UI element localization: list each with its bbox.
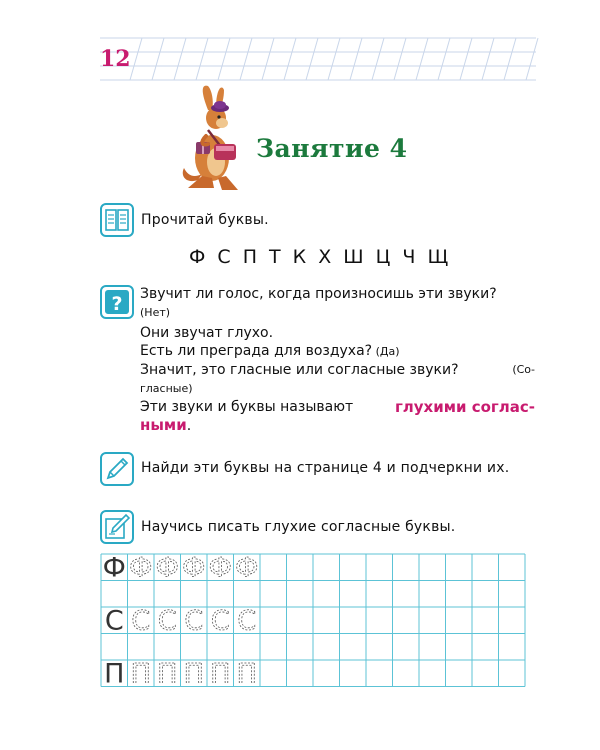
pencil-icon	[100, 452, 134, 486]
header-slant-line	[526, 38, 538, 80]
traced-letter: П	[236, 658, 257, 690]
lesson-title: Занятие 4	[256, 134, 408, 163]
answer-note: (Нет)	[140, 306, 171, 319]
traced-letter: Ф	[155, 553, 179, 584]
traced-letter: С	[131, 605, 151, 637]
svg-text:?: ?	[111, 293, 123, 315]
pen-paper-icon	[100, 510, 134, 544]
header-slant-line	[218, 38, 230, 80]
traced-letter: Ф	[235, 553, 259, 584]
question-line	[140, 285, 535, 303]
question-block	[140, 285, 535, 435]
writing-grid	[100, 553, 536, 693]
traced-letter: П	[183, 658, 204, 690]
task-write-text: Научись писать глухие согласные буквы.	[141, 519, 456, 535]
header-slant-line	[482, 38, 494, 80]
question-line	[140, 361, 535, 379]
book-icon	[100, 203, 134, 237]
traced-letter: С	[237, 605, 257, 637]
question-line	[140, 416, 535, 435]
header-slant-line	[306, 38, 318, 80]
header-slant-line	[328, 38, 340, 80]
task-find-text: Найди эти буквы на странице 4 и подчеркни их.	[141, 460, 510, 476]
highlight-term: глухими соглас-	[394, 398, 535, 416]
model-letter: Ф	[102, 553, 126, 584]
header-slant-line	[438, 38, 450, 80]
traced-letter: П	[130, 658, 151, 690]
header-slant-line	[174, 38, 186, 80]
traced-letter: П	[210, 658, 231, 690]
header-ruled-lines	[0, 0, 600, 90]
model-letter: П	[104, 658, 125, 690]
question-line	[140, 324, 535, 342]
header-slant-line	[416, 38, 428, 80]
header-slant-line	[152, 38, 164, 80]
question-text: .	[186, 418, 192, 434]
question-line	[140, 398, 535, 416]
traced-letter: С	[184, 605, 204, 637]
traced-letter: Ф	[208, 553, 232, 584]
header-slant-line	[196, 38, 208, 80]
traced-letter: С	[157, 605, 177, 637]
kangaroo-mascot-icon	[178, 84, 256, 194]
answer-note: (Со-	[512, 363, 535, 376]
header-slant-line	[240, 38, 252, 80]
header-slant-line	[350, 38, 362, 80]
question-text: Звучит ли голос, когда произносишь эти звуки?	[140, 286, 497, 302]
model-letter: С	[104, 605, 124, 637]
header-slant-line	[394, 38, 406, 80]
question-text: Эти звуки и буквы называют	[140, 399, 354, 415]
page-number: 12	[100, 46, 131, 72]
question-icon	[100, 285, 134, 319]
task-read-text: Прочитай буквы.	[141, 212, 269, 228]
header-slant-line	[130, 38, 142, 80]
question-line	[140, 379, 535, 398]
traced-letter: Ф	[182, 553, 206, 584]
answer-note: гласные)	[140, 382, 193, 395]
question-text: Есть ли преграда для воздуха?	[140, 343, 373, 359]
question-text: Значит, это гласные или согласные звуки?	[140, 362, 459, 378]
traced-letter: П	[157, 658, 178, 690]
letters-row: Ф С П Т К Х Ш Ц Ч Щ	[189, 246, 449, 268]
answer-note: (Да)	[372, 345, 400, 358]
question-text: Они звучат глухо.	[140, 325, 274, 341]
question-line	[140, 303, 535, 322]
header-slant-line	[262, 38, 274, 80]
header-slant-line	[460, 38, 472, 80]
header-slant-line	[504, 38, 516, 80]
question-line	[140, 342, 535, 361]
traced-letter: Ф	[129, 553, 153, 584]
header-slant-line	[372, 38, 384, 80]
header-slant-line	[284, 38, 296, 80]
traced-letter: С	[210, 605, 230, 637]
highlight-term: ными	[140, 416, 187, 434]
